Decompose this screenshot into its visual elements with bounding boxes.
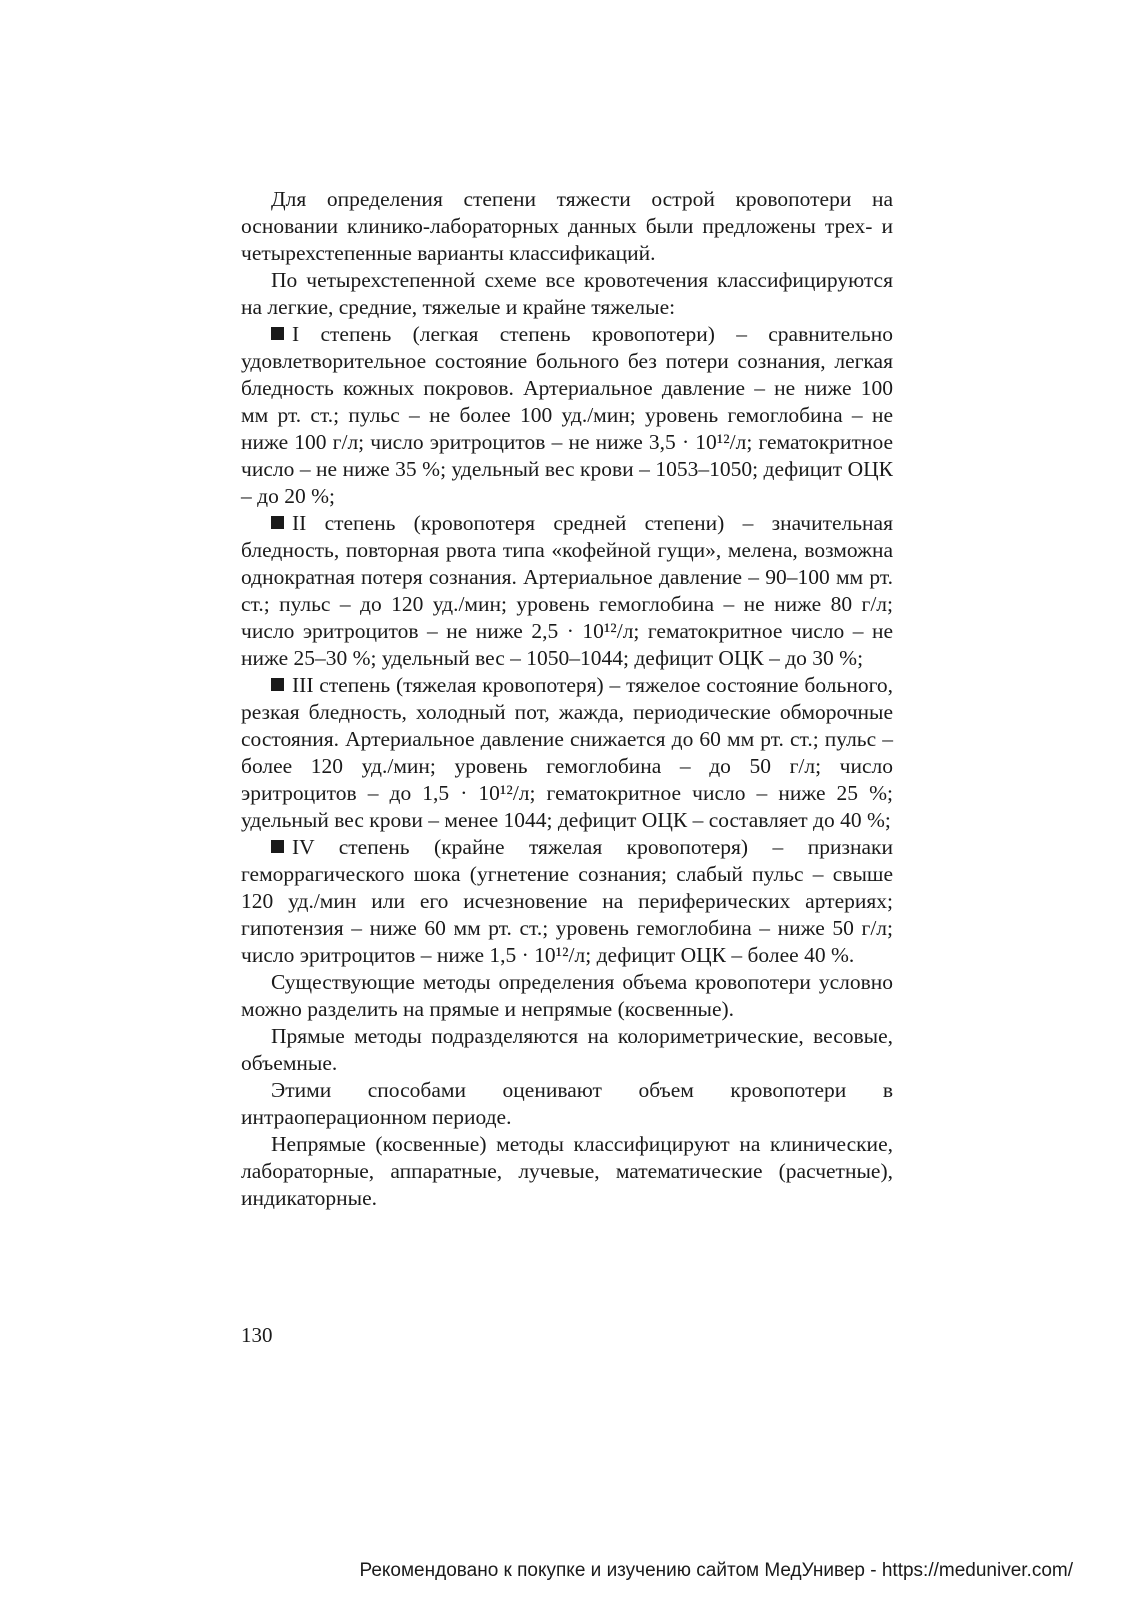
bullet-item-degree-2 [241,510,893,672]
bullet-square-icon [271,678,284,691]
bullet-text-degree-1: I степень (легкая степень кровопотери) – сравнительно удовлетворительное состояние больного без потери сознания, легкая бледность кожных покровов. Артериальное давление – не ниже 100 мм рт. ст.; пульс – не более 100 уд./мин; уровень гемоглобина – не ниже 100 г/л; число эритроцитов – не ниже 3,5 · 10¹²/л; гематокритное число – не ниже 35 %; удельный вес крови – 1053–1050; дефицит ОЦК – до 20 %; [241,322,893,508]
paragraph-methods: Существующие методы определения объема кровопотери условно можно разделить на прямые и непрямые (косвенные). [241,970,893,1021]
body-text [241,186,893,1212]
bullet-item-degree-3 [241,672,893,834]
bullet-square-icon [271,840,284,853]
paragraph-indirect-methods: Непрямые (косвенные) методы классифицируют на клинические, лабораторные, аппаратные, лучевые, математические (расчетные), индикаторные. [241,1132,893,1210]
paragraph-scheme: По четырехстепенной схеме все кровотечения классифицируются на легкие, средние, тяжелые и крайне тяжелые: [241,268,893,319]
bullet-square-icon [271,327,284,340]
page-number: 130 [241,1323,273,1347]
bullet-item-degree-4 [241,834,893,969]
footer-note: Рекомендовано к покупке и изучению сайтом МедУнивер - https://meduniver.com/ [359,1560,1073,1581]
paragraph-direct-methods: Прямые методы подразделяются на колориметрические, весовые, объемные. [241,1024,893,1075]
bullet-text-degree-2: II степень (кровопотеря средней степени) – значительная бледность, повторная рвота типа «кофейной гущи», мелена, возможна однократная потеря сознания. Артериальное давление – 90–100 мм рт. ст.; пульс – до 120 уд./мин; уровень гемоглобина – не ниже 80 г/л; число эритроцитов – не ниже 2,5 · 10¹²/л; гематокритное число – не ниже 25–30 %; удельный вес – 1050–1044; дефицит ОЦК – до 30 %; [241,511,893,670]
bullet-text-degree-3: III степень (тяжелая кровопотеря) – тяжелое состояние больного, резкая бледность, холодный пот, жажда, периодические обморочные состояния. Артериальное давление снижается до 60 мм рт. ст.; пульс – более 120 уд./мин; уровень гемоглобина – до 50 г/л; число эритроцитов – до 1,5 · 10¹²/л; гематокритное число – ниже 25 %; удельный вес крови – менее 1044; дефицит ОЦК – составляет до 40 %; [241,673,893,832]
paragraph-intro: Для определения степени тяжести острой кровопотери на основании клинико-лабораторных данных были предложены трех- и четырехстепенные варианты классификаций. [241,187,893,265]
bullet-text-degree-4: IV степень (крайне тяжелая кровопотеря) – признаки геморрагического шока (угнетение сознания; слабый пульс – свыше 120 уд./мин или его исчезновение на периферических артериях; гипотензия – ниже 60 мм рт. ст.; уровень гемоглобина – ниже 50 г/л; число эритроцитов – ниже 1,5 · 10¹²/л; дефицит ОЦК – более 40 %. [241,835,893,967]
bullet-square-icon [271,516,284,529]
bullet-item-degree-1 [241,321,893,510]
paragraph-intraoperative: Этими способами оценивают объем кровопотери в интраоперационном периоде. [241,1078,893,1129]
